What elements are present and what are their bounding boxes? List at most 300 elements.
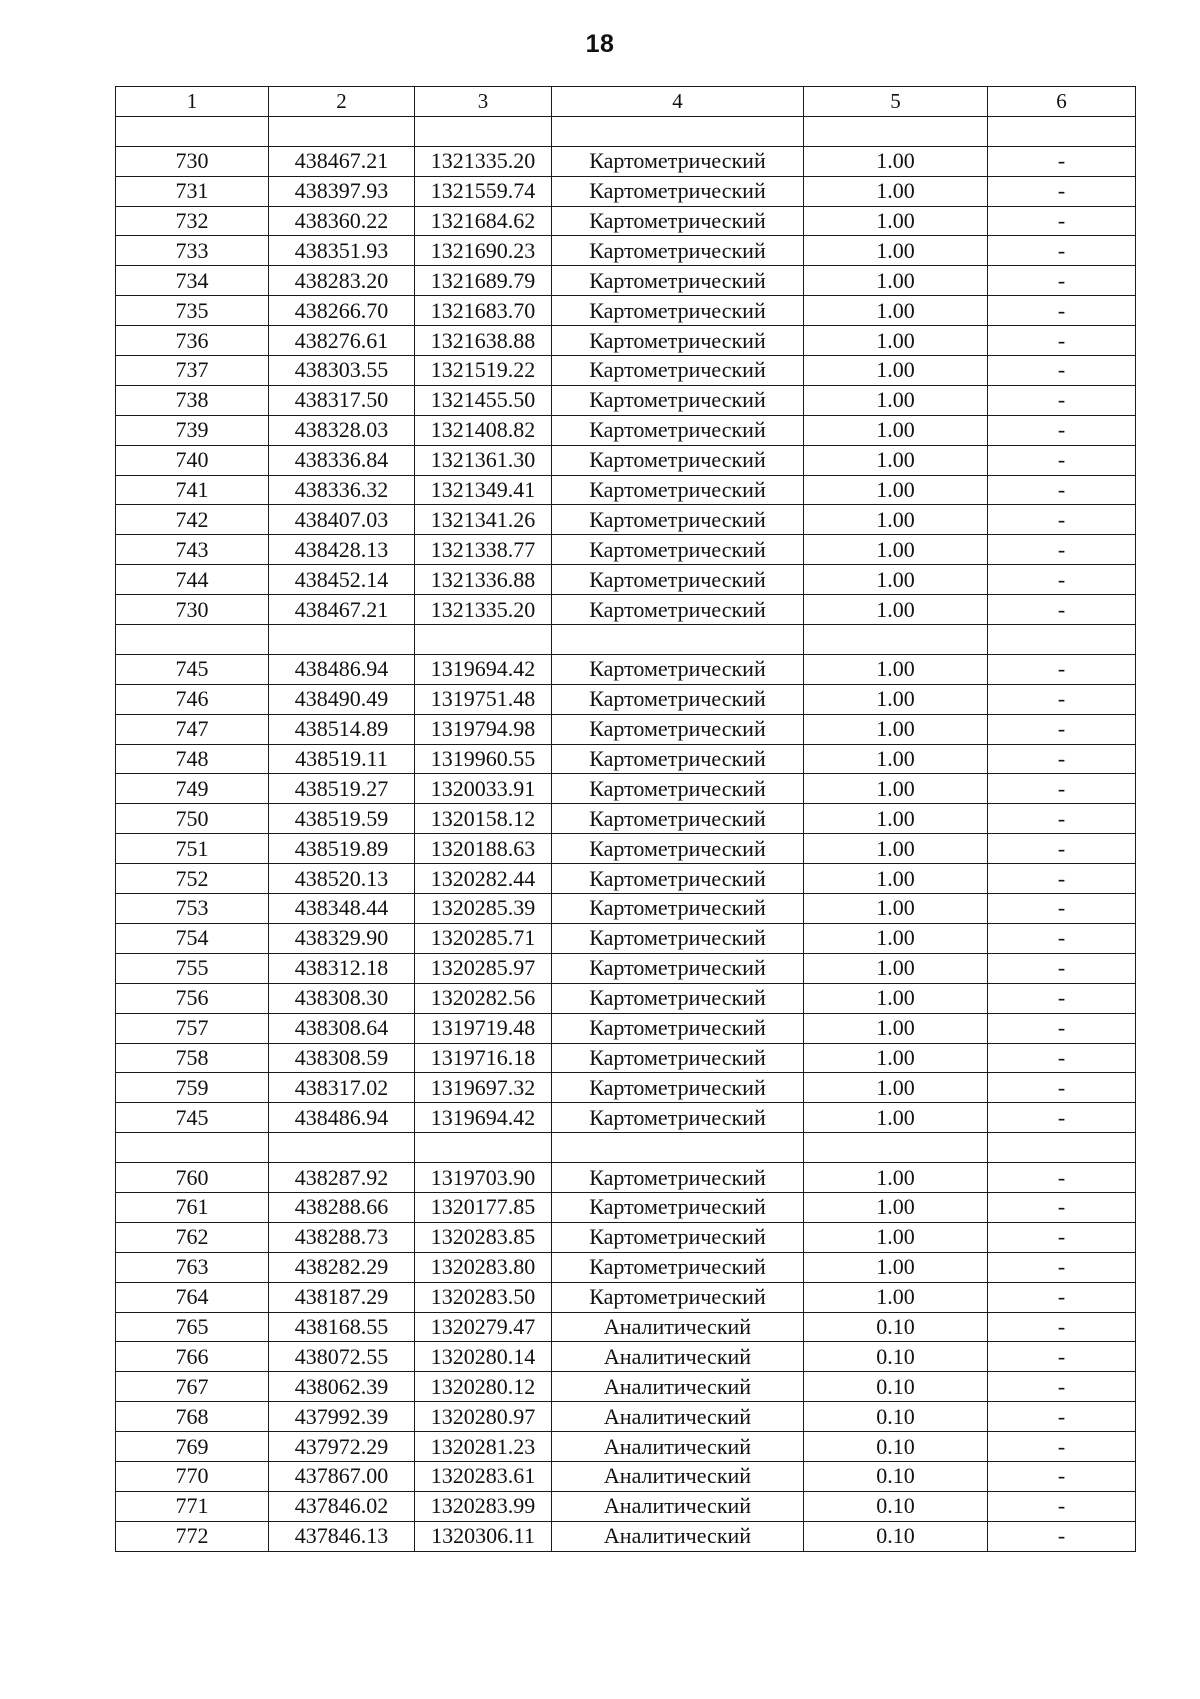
table-cell: 1321683.70 [415, 296, 552, 326]
table-cell: 730 [116, 146, 269, 176]
table-cell: - [988, 1282, 1136, 1312]
table-cell: 741 [116, 475, 269, 505]
column-header: 5 [804, 87, 988, 117]
table-cell: 438288.73 [269, 1222, 415, 1252]
empty-cell [552, 625, 804, 655]
table-cell: Картометрический [552, 505, 804, 535]
table-cell: 438514.89 [269, 714, 415, 744]
table-row [116, 684, 1136, 714]
table-cell: - [988, 176, 1136, 206]
table-cell: 1.00 [804, 415, 988, 445]
table-row [116, 266, 1136, 296]
table-cell: 1319719.48 [415, 1013, 552, 1043]
table-cell: - [988, 654, 1136, 684]
table-cell: 732 [116, 206, 269, 236]
table-cell: - [988, 953, 1136, 983]
table-cell: Аналитический [552, 1372, 804, 1402]
table-row [116, 894, 1136, 924]
table-cell: 438336.84 [269, 445, 415, 475]
table-cell: Картометрический [552, 266, 804, 296]
table-cell: 1.00 [804, 894, 988, 924]
table-row [116, 1521, 1136, 1551]
table-row [116, 1372, 1136, 1402]
table-cell: 437992.39 [269, 1402, 415, 1432]
column-header: 1 [116, 87, 269, 117]
table-cell: 759 [116, 1073, 269, 1103]
table-cell: 1.00 [804, 356, 988, 386]
table-cell: - [988, 1521, 1136, 1551]
table-cell: Картометрический [552, 1103, 804, 1133]
table-cell: - [988, 714, 1136, 744]
table-row [116, 1491, 1136, 1521]
table-cell: - [988, 834, 1136, 864]
table-cell: 438317.02 [269, 1073, 415, 1103]
table-cell: - [988, 146, 1136, 176]
table-cell: 753 [116, 894, 269, 924]
table-cell: 735 [116, 296, 269, 326]
table-cell: 1.00 [804, 146, 988, 176]
table-cell: Картометрический [552, 1252, 804, 1282]
table-cell: 1320033.91 [415, 774, 552, 804]
empty-cell [804, 1133, 988, 1163]
table-cell: Картометрический [552, 1043, 804, 1073]
table-cell: 437846.02 [269, 1491, 415, 1521]
table-row [116, 1342, 1136, 1372]
table-cell: 1.00 [804, 565, 988, 595]
table-cell: - [988, 1491, 1136, 1521]
table-cell: 438519.11 [269, 744, 415, 774]
table-row [116, 774, 1136, 804]
table-row [116, 236, 1136, 266]
table-cell: - [988, 1192, 1136, 1222]
table-cell: - [988, 505, 1136, 535]
table-cell: Картометрический [552, 894, 804, 924]
table-cell: 1321349.41 [415, 475, 552, 505]
table-cell: Картометрический [552, 864, 804, 894]
table-cell: 438308.64 [269, 1013, 415, 1043]
table-cell: 754 [116, 923, 269, 953]
empty-cell [804, 116, 988, 146]
table-cell: 1319794.98 [415, 714, 552, 744]
column-header: 4 [552, 87, 804, 117]
table-row [116, 415, 1136, 445]
empty-cell [415, 625, 552, 655]
table-cell: 1319694.42 [415, 654, 552, 684]
table-cell: 438303.55 [269, 356, 415, 386]
table-cell: 762 [116, 1222, 269, 1252]
table-row [116, 535, 1136, 565]
table-row [116, 1402, 1136, 1432]
table-cell: Картометрический [552, 535, 804, 565]
table-row [116, 296, 1136, 326]
table-cell: 1319697.32 [415, 1073, 552, 1103]
table-row [116, 923, 1136, 953]
table-cell: 437846.13 [269, 1521, 415, 1551]
table-cell: 1321336.88 [415, 565, 552, 595]
table-cell: 438312.18 [269, 953, 415, 983]
empty-cell [269, 116, 415, 146]
table-cell: 1.00 [804, 236, 988, 266]
table-cell: 438328.03 [269, 415, 415, 445]
table-row [116, 1073, 1136, 1103]
table-cell: 737 [116, 356, 269, 386]
table-cell: 438283.20 [269, 266, 415, 296]
table-cell: 769 [116, 1432, 269, 1462]
table-cell: Аналитический [552, 1312, 804, 1342]
column-header: 3 [415, 87, 552, 117]
table-cell: - [988, 565, 1136, 595]
table-cell: 1.00 [804, 176, 988, 206]
table-row [116, 505, 1136, 535]
table-cell: 1.00 [804, 714, 988, 744]
table-row [116, 445, 1136, 475]
table-cell: - [988, 1312, 1136, 1342]
table-cell: 438486.94 [269, 1103, 415, 1133]
table-cell: - [988, 206, 1136, 236]
empty-cell [988, 116, 1136, 146]
table-cell: 770 [116, 1461, 269, 1491]
table-cell: Аналитический [552, 1432, 804, 1462]
table-cell: 1.00 [804, 1282, 988, 1312]
table-cell: 438336.32 [269, 475, 415, 505]
table-cell: 0.10 [804, 1372, 988, 1402]
table-cell: 731 [116, 176, 269, 206]
table-cell: 1.00 [804, 1103, 988, 1133]
table-cell: 1319960.55 [415, 744, 552, 774]
table-cell: 745 [116, 654, 269, 684]
table-cell: Картометрический [552, 774, 804, 804]
table-cell: Аналитический [552, 1402, 804, 1432]
table-cell: - [988, 445, 1136, 475]
table-row [116, 356, 1136, 386]
table-cell: Картометрический [552, 1013, 804, 1043]
table-cell: 438276.61 [269, 326, 415, 356]
separator-row [116, 116, 1136, 146]
table-cell: 438348.44 [269, 894, 415, 924]
table-cell: - [988, 1461, 1136, 1491]
table-cell: - [988, 415, 1136, 445]
table-cell: Картометрический [552, 744, 804, 774]
table-cell: 1.00 [804, 834, 988, 864]
table-cell: 740 [116, 445, 269, 475]
table-cell: Картометрический [552, 654, 804, 684]
table-cell: Картометрический [552, 1192, 804, 1222]
table-cell: 1.00 [804, 1163, 988, 1193]
table-cell: 438467.21 [269, 146, 415, 176]
empty-cell [116, 1133, 269, 1163]
separator-row [116, 1133, 1136, 1163]
empty-cell [269, 1133, 415, 1163]
separator-row [116, 625, 1136, 655]
table-cell: - [988, 983, 1136, 1013]
table-cell: 438062.39 [269, 1372, 415, 1402]
table-cell: 1321341.26 [415, 505, 552, 535]
table-cell: Картометрический [552, 1222, 804, 1252]
table-cell: 1.00 [804, 266, 988, 296]
table-cell: 743 [116, 535, 269, 565]
table-cell: Картометрический [552, 326, 804, 356]
table-cell: 1.00 [804, 1222, 988, 1252]
table-cell: 1321690.23 [415, 236, 552, 266]
table-cell: - [988, 385, 1136, 415]
coordinates-table-body [116, 87, 1136, 1552]
table-cell: 1.00 [804, 385, 988, 415]
table-cell: Картометрический [552, 445, 804, 475]
table-cell: 1320280.97 [415, 1402, 552, 1432]
table-cell: 1.00 [804, 744, 988, 774]
table-cell: 1319703.90 [415, 1163, 552, 1193]
table-cell: 767 [116, 1372, 269, 1402]
table-cell: Картометрический [552, 565, 804, 595]
table-row [116, 654, 1136, 684]
coordinates-table [115, 86, 1136, 1552]
table-cell: 0.10 [804, 1312, 988, 1342]
table-cell: 748 [116, 744, 269, 774]
table-cell: 761 [116, 1192, 269, 1222]
table-cell: 437867.00 [269, 1461, 415, 1491]
table-cell: 438288.66 [269, 1192, 415, 1222]
table-cell: 1321335.20 [415, 595, 552, 625]
empty-cell [415, 1133, 552, 1163]
table-cell: 1319751.48 [415, 684, 552, 714]
table-row [116, 1163, 1136, 1193]
table-cell: 0.10 [804, 1521, 988, 1551]
table-cell: 1319694.42 [415, 1103, 552, 1133]
empty-cell [269, 625, 415, 655]
table-cell: 438490.49 [269, 684, 415, 714]
table-cell: Картометрический [552, 923, 804, 953]
table-cell: 1.00 [804, 326, 988, 356]
table-row [116, 595, 1136, 625]
table-cell: Аналитический [552, 1491, 804, 1521]
table-cell: 438072.55 [269, 1342, 415, 1372]
table-cell: 438287.92 [269, 1163, 415, 1193]
table-row [116, 1013, 1136, 1043]
table-cell: - [988, 1372, 1136, 1402]
table-cell: Картометрический [552, 296, 804, 326]
table-cell: - [988, 356, 1136, 386]
table-cell: - [988, 296, 1136, 326]
table-cell: 438308.59 [269, 1043, 415, 1073]
table-cell: 438519.59 [269, 804, 415, 834]
table-cell: 438351.93 [269, 236, 415, 266]
table-row [116, 744, 1136, 774]
table-cell: 1.00 [804, 206, 988, 236]
table-cell: 1321559.74 [415, 176, 552, 206]
table-cell: 1320283.50 [415, 1282, 552, 1312]
table-cell: 742 [116, 505, 269, 535]
table-cell: - [988, 1222, 1136, 1252]
table-cell: 438467.21 [269, 595, 415, 625]
table-cell: Картометрический [552, 1282, 804, 1312]
table-cell: 438397.93 [269, 176, 415, 206]
table-cell: 1.00 [804, 475, 988, 505]
table-cell: 752 [116, 864, 269, 894]
table-cell: - [988, 1163, 1136, 1193]
table-cell: Картометрический [552, 176, 804, 206]
table-row [116, 1192, 1136, 1222]
table-cell: 738 [116, 385, 269, 415]
table-cell: 1.00 [804, 1013, 988, 1043]
table-cell: 1320283.61 [415, 1461, 552, 1491]
table-cell: 1320282.56 [415, 983, 552, 1013]
table-cell: 0.10 [804, 1402, 988, 1432]
table-cell: 1.00 [804, 953, 988, 983]
table-cell: Картометрический [552, 804, 804, 834]
table-cell: 736 [116, 326, 269, 356]
table-cell: 1320177.85 [415, 1192, 552, 1222]
table-cell: 0.10 [804, 1491, 988, 1521]
table-cell: Картометрический [552, 206, 804, 236]
table-row [116, 176, 1136, 206]
table-cell: 1320283.80 [415, 1252, 552, 1282]
table-cell: 0.10 [804, 1461, 988, 1491]
table-cell: 1.00 [804, 1043, 988, 1073]
table-cell: 1.00 [804, 774, 988, 804]
table-cell: 757 [116, 1013, 269, 1043]
table-cell: 1320280.12 [415, 1372, 552, 1402]
empty-cell [116, 625, 269, 655]
table-cell: Картометрический [552, 834, 804, 864]
table-cell: 751 [116, 834, 269, 864]
table-cell: - [988, 894, 1136, 924]
empty-cell [415, 116, 552, 146]
table-cell: Картометрический [552, 595, 804, 625]
table-cell: 768 [116, 1402, 269, 1432]
table-row [116, 1222, 1136, 1252]
table-cell: 744 [116, 565, 269, 595]
table-cell: 1320285.97 [415, 953, 552, 983]
table-cell: 1.00 [804, 804, 988, 834]
table-cell: 745 [116, 1103, 269, 1133]
table-cell: Аналитический [552, 1521, 804, 1551]
table-cell: Картометрический [552, 983, 804, 1013]
table-cell: Картометрический [552, 1073, 804, 1103]
table-cell: 1.00 [804, 923, 988, 953]
table-row [116, 864, 1136, 894]
table-cell: 1.00 [804, 505, 988, 535]
table-cell: 438308.30 [269, 983, 415, 1013]
table-cell: 1.00 [804, 1252, 988, 1282]
table-cell: 1.00 [804, 1192, 988, 1222]
table-row [116, 1252, 1136, 1282]
table-cell: - [988, 266, 1136, 296]
table-cell: 1321684.62 [415, 206, 552, 236]
table-cell: - [988, 326, 1136, 356]
table-cell: - [988, 804, 1136, 834]
table-cell: 1321335.20 [415, 146, 552, 176]
table-cell: 755 [116, 953, 269, 983]
table-cell: 747 [116, 714, 269, 744]
table-row [116, 1043, 1136, 1073]
column-header: 6 [988, 87, 1136, 117]
table-cell: 438407.03 [269, 505, 415, 535]
table-cell: 763 [116, 1252, 269, 1282]
table-cell: - [988, 475, 1136, 505]
table-cell: 730 [116, 595, 269, 625]
empty-cell [988, 1133, 1136, 1163]
table-cell: 766 [116, 1342, 269, 1372]
table-cell: 746 [116, 684, 269, 714]
table-cell: Картометрический [552, 236, 804, 266]
table-cell: 758 [116, 1043, 269, 1073]
table-cell: 438360.22 [269, 206, 415, 236]
table-cell: 1.00 [804, 1073, 988, 1103]
table-cell: - [988, 535, 1136, 565]
table-cell: 1320285.71 [415, 923, 552, 953]
table-cell: Картометрический [552, 146, 804, 176]
table-cell: 1321689.79 [415, 266, 552, 296]
table-row [116, 983, 1136, 1013]
table-cell: Картометрический [552, 714, 804, 744]
table-cell: 438168.55 [269, 1312, 415, 1342]
table-cell: 760 [116, 1163, 269, 1193]
table-cell: - [988, 1043, 1136, 1073]
table-cell: 1321638.88 [415, 326, 552, 356]
table-row [116, 953, 1136, 983]
table-cell: 750 [116, 804, 269, 834]
table-cell: 438266.70 [269, 296, 415, 326]
table-cell: - [988, 684, 1136, 714]
table-cell: 1320306.11 [415, 1521, 552, 1551]
table-cell: 438519.89 [269, 834, 415, 864]
empty-cell [988, 625, 1136, 655]
table-cell: - [988, 595, 1136, 625]
table-cell: 1321408.82 [415, 415, 552, 445]
table-cell: 1320279.47 [415, 1312, 552, 1342]
table-cell: 1320283.85 [415, 1222, 552, 1252]
table-cell: 734 [116, 266, 269, 296]
table-cell: 437972.29 [269, 1432, 415, 1462]
table-cell: Картометрический [552, 684, 804, 714]
table-cell: 772 [116, 1521, 269, 1551]
table-row [116, 475, 1136, 505]
table-cell: - [988, 1342, 1136, 1372]
table-cell: 438329.90 [269, 923, 415, 953]
table-cell: 1320188.63 [415, 834, 552, 864]
table-cell: 1.00 [804, 654, 988, 684]
table-cell: 1320283.99 [415, 1491, 552, 1521]
table-cell: 1321361.30 [415, 445, 552, 475]
table-cell: - [988, 1252, 1136, 1282]
table-cell: - [988, 864, 1136, 894]
table-row [116, 1461, 1136, 1491]
table-cell: 1320280.14 [415, 1342, 552, 1372]
table-cell: 438520.13 [269, 864, 415, 894]
table-row [116, 714, 1136, 744]
empty-cell [552, 1133, 804, 1163]
table-cell: 771 [116, 1491, 269, 1521]
table-cell: 1321519.22 [415, 356, 552, 386]
table-cell: 764 [116, 1282, 269, 1312]
empty-cell [116, 116, 269, 146]
table-cell: 1319716.18 [415, 1043, 552, 1073]
column-header: 2 [269, 87, 415, 117]
table-cell: 739 [116, 415, 269, 445]
table-row [116, 1312, 1136, 1342]
table-row [116, 146, 1136, 176]
table-row [116, 1103, 1136, 1133]
table-cell: - [988, 923, 1136, 953]
table-cell: 1.00 [804, 535, 988, 565]
table-cell: 438282.29 [269, 1252, 415, 1282]
table-cell: Картометрический [552, 475, 804, 505]
table-row [116, 206, 1136, 236]
table-cell: 1.00 [804, 684, 988, 714]
table-cell: 438317.50 [269, 385, 415, 415]
table-cell: Картометрический [552, 1163, 804, 1193]
table-cell: 438187.29 [269, 1282, 415, 1312]
